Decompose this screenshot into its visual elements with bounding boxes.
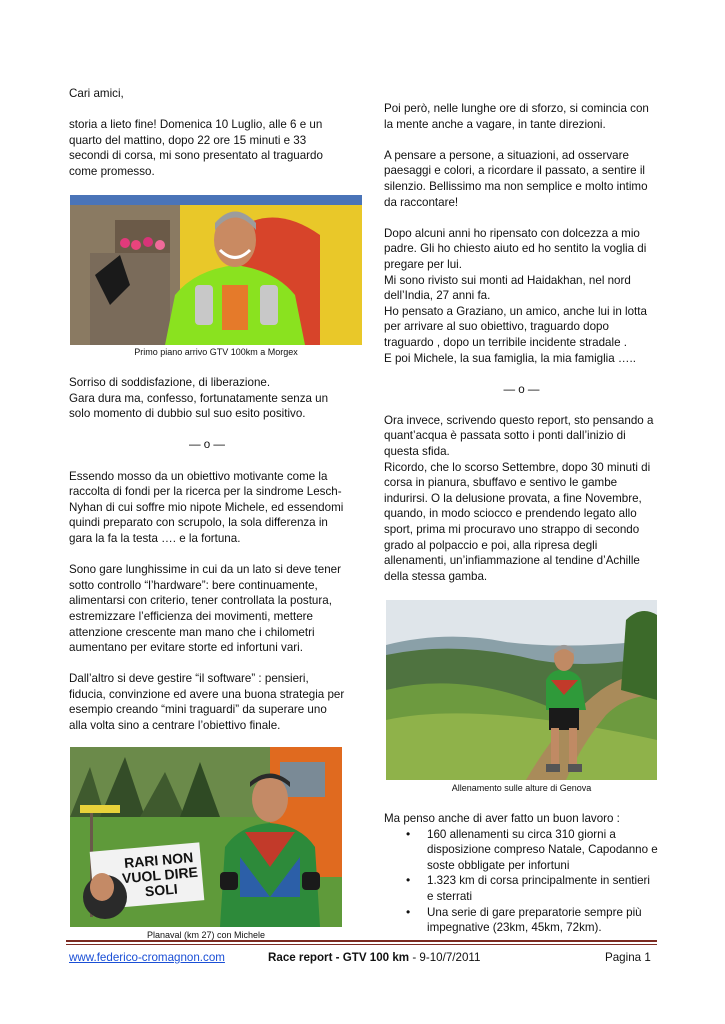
list-item: • Una serie di gare preparatorie sempre più impegnative (23km, 45km, 72km).: [427, 905, 659, 936]
footer-title: [268, 951, 480, 965]
right-column-bottom: [384, 811, 659, 936]
paragraph: Gara dura ma, confesso, fortunatamente senza un solo momento di dubbio sul suo esito positivo.: [69, 391, 329, 421]
planaval-photo: [70, 747, 342, 927]
photo-caption: Planaval (km 27) con Michele: [146, 930, 266, 940]
greeting: Cari amici,: [69, 87, 124, 100]
left-column: [69, 86, 345, 180]
training-photo: [386, 600, 657, 780]
paragraph: Sono gare lunghissime in cui da un lato si deve tener sotto controllo “l’hardware”: bere continuamente, alimentarsi con criterio, tener controllata la postura, estremizzare l’efficienza dei movimenti, mettere attenzione crescente man mano che i chilometri aumentano per evitare storte ed infortuni vari.: [69, 563, 341, 655]
paragraph: Ma penso anche di aver fatto un buon lavoro :: [384, 812, 620, 825]
left-column-middle: [69, 375, 345, 734]
paragraph: Ricordo, che lo scorso Settembre, dopo 30 minuti di corsa in pianura, sbuffavo e sentivo le gambe indurirsi. O la delusione provata, a fine Novembre, quando, in modo sciocco e prendendo legato allo sport, prima mi procuravo uno strappo di secondo grado al polpaccio e poi, alla ripresa degli allenamenti, un’infiammazione al tendine d’Achille della stessa gamba.: [384, 460, 651, 583]
stats-list: [384, 827, 659, 936]
paragraph: Essendo mosso da un obiettivo motivante come la raccolta di fondi per la ricerca per la sindrome Lesch-Nyhan di cui soffre mio nipote Michele, ed essendomi quindi preparato con scrupolo, la sola differenza in gara la fa la testa …. e la fortuna.: [69, 469, 344, 545]
website-link[interactable]: www.federico-cromagnon.com: [69, 951, 225, 964]
paragraph: Ho pensato a Graziano, un amico, anche lui in lotta per arrivare al suo obiettivo, traguardo dopo traguardo , dopo un terribile incidente stradale .: [384, 304, 647, 349]
paragraph: storia a lieto fine! Domenica 10 Luglio, alle 6 e un quarto del mattino, dopo 22 ore 15 minuti e 33 secondi di corsa, mi sono presentato al traguardo come promesso.: [69, 118, 323, 178]
paragraph: Dall’altro si deve gestire “il software” : pensieri, fiducia, convinzione ed avere una buona strategia per esempio creando “mini traguardi” da superare uno alla volta sino a centrare l’obiettivo finale.: [69, 672, 345, 733]
finish-photo-image: [70, 195, 362, 345]
list-item: • 160 allenamenti su circa 310 giorni a disposizione compreso Natale, Capodanno e soste obbligate per infortuni: [427, 827, 659, 874]
paragraph: Sorriso di soddisfazione, di liberazione.: [69, 376, 271, 389]
footer-title-bold: Race report - GTV 100 km: [268, 951, 410, 964]
footer-divider: [66, 940, 657, 942]
training-photo-image: [386, 600, 657, 780]
photo-caption: Allenamento sulle alture di Genova: [451, 783, 592, 793]
right-column: [384, 101, 659, 584]
photo-caption: Primo piano arrivo GTV 100km a Morgex: [134, 347, 298, 357]
footer-title-date: - 9-10/7/2011: [409, 951, 481, 964]
finish-photo: [70, 195, 362, 345]
footer-divider: [66, 944, 657, 945]
page-number: Pagina 1: [605, 951, 651, 964]
paragraph: Dopo alcuni anni ho ripensato con dolcezza a mio padre. Gli ho chiesto aiuto ed ho sentito la voglia di pregare per lui.: [384, 226, 647, 271]
separator: — o —: [503, 382, 540, 396]
planaval-photo-image: [70, 747, 342, 927]
footer-website: [69, 951, 225, 965]
paragraph: Ora invece, scrivendo questo report, sto pensando a quant’acqua è passata sotto i ponti dall’inizio di questa sfida.: [384, 413, 654, 459]
paragraph: A pensare a persone, a situazioni, ad osservare paesaggi e colori, a ricordare il passato, a sentire il silenzio. Bellissimo ma non semplice e molto intimo da raccontare!: [384, 148, 648, 209]
paragraph: Poi però, nelle lunghe ore di sforzo, si comincia con la mente anche a vagare, in tante direzioni.: [384, 102, 649, 131]
paragraph: E poi Michele, la sua famiglia, la mia famiglia …..: [384, 351, 636, 365]
list-item: • 1.323 km di corsa principalmente in sentieri e sterrati: [427, 873, 659, 904]
paragraph: Mi sono rivisto sui monti ad Haidakhan, nel nord dell’India, 27 anni fa.: [384, 273, 631, 303]
sign-text: RARI NON VUOL DIRE SOLI: [121, 849, 199, 900]
separator: — o —: [188, 438, 226, 452]
